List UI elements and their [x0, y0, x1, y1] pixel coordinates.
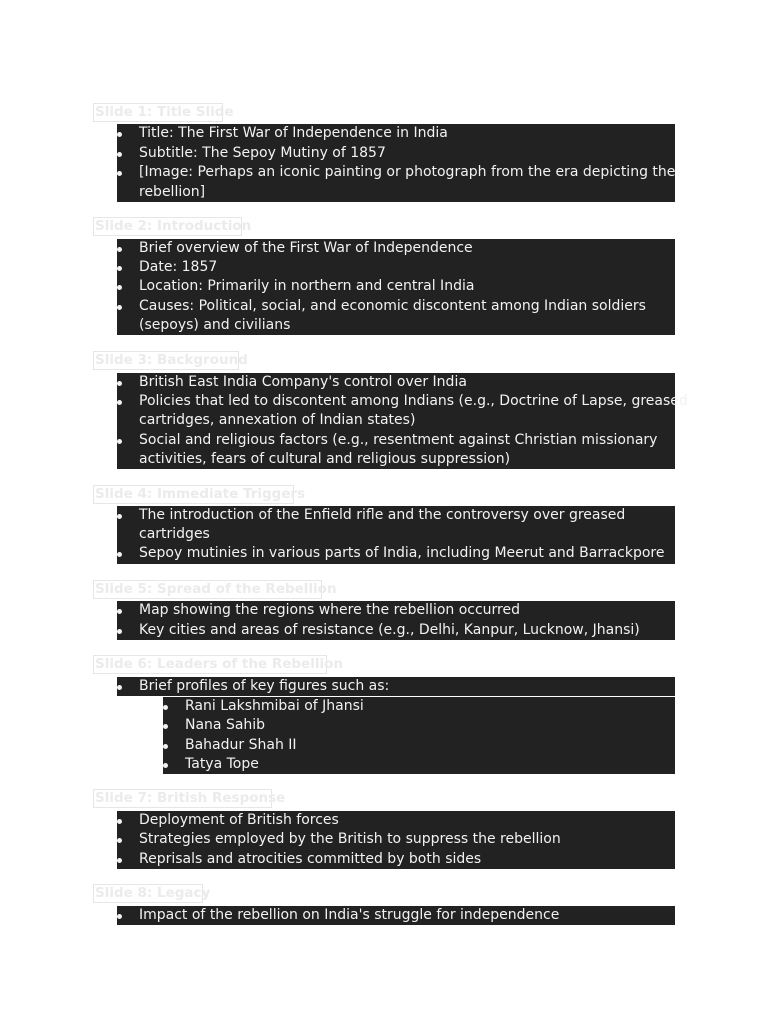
bullet-icon [117, 914, 122, 919]
list-item [163, 755, 675, 775]
bullet-icon [117, 685, 122, 690]
bullet-icon [117, 838, 122, 843]
list-item [117, 544, 675, 564]
list-item-text: Policies that led to discontent among Indians (e.g., Doctrine of Lapse, greased [139, 393, 688, 409]
bullet-list [117, 677, 675, 696]
bullet-icon [117, 305, 122, 310]
slide-heading: Slide 3: Background [95, 352, 248, 368]
list-item [117, 163, 675, 183]
bullet-list [117, 239, 675, 335]
list-item [117, 373, 675, 393]
bullet-icon [163, 744, 168, 749]
list-item-text: Brief profiles of key figures such as: [139, 678, 390, 694]
list-item-text: British East India Company's control over India [139, 374, 467, 390]
list-item [117, 431, 675, 451]
list-item-text: Map showing the regions where the rebellion occurred [139, 602, 521, 618]
list-item-text: Sepoy mutinies in various parts of India, including Meerut and Barrackpore [139, 545, 665, 561]
list-item-text: Key cities and areas of resistance (e.g., Delhi, Kanpur, Lucknow, Jhansi) [139, 622, 640, 638]
bullet-icon [117, 381, 122, 386]
bullet-icon [117, 609, 122, 614]
bullet-icon [163, 705, 168, 710]
list-item [117, 297, 675, 317]
bullet-icon [117, 247, 122, 252]
list-item-text: Reprisals and atrocities committed by both sides [139, 851, 482, 867]
list-item [117, 258, 675, 278]
bullet-list [117, 811, 675, 869]
list-item [117, 277, 675, 297]
bullet-icon [117, 858, 122, 863]
bullet-icon [117, 171, 122, 176]
list-item [117, 811, 675, 831]
bullet-icon [163, 724, 168, 729]
list-item-continuation [117, 183, 675, 203]
list-item-text: (sepoys) and civilians [139, 317, 291, 333]
list-item-text: activities, fears of cultural and religious suppression) [139, 451, 511, 467]
list-item-text: Impact of the rebellion on India's struggle for independence [139, 907, 560, 923]
list-item [117, 830, 675, 850]
list-item-text: Tatya Tope [185, 756, 259, 772]
slide-heading: Slide 1: Title Slide [95, 104, 234, 120]
slide-heading: Slide 8: Legacy [95, 885, 211, 901]
list-item [117, 124, 675, 144]
list-item [163, 736, 675, 756]
list-item-text: Deployment of British forces [139, 812, 339, 828]
bullet-list [117, 601, 675, 640]
list-item-text: Location: Primarily in northern and central India [139, 278, 475, 294]
list-item-text: Bahadur Shah II [185, 737, 297, 753]
list-item-text: cartridges, annexation of Indian states) [139, 412, 416, 428]
list-item-text: Causes: Political, social, and economic discontent among Indian soldiers [139, 298, 646, 314]
list-item [117, 677, 675, 697]
list-item-text: The introduction of the Enfield rifle and the controversy over greased [139, 507, 626, 523]
bullet-icon [117, 514, 122, 519]
list-item-continuation [117, 525, 675, 545]
bullet-icon [117, 552, 122, 557]
bullet-list [117, 506, 675, 564]
sub-bullet-list [163, 697, 675, 774]
list-item [117, 906, 675, 926]
list-item-text: Social and religious factors (e.g., resentment against Christian missionary [139, 432, 658, 448]
list-item-continuation [117, 316, 675, 336]
slide-heading: Slide 5: Spread of the Rebellion [95, 581, 337, 597]
list-item-text: [Image: Perhaps an iconic painting or photograph from the era depicting the [139, 164, 676, 180]
list-item [117, 850, 675, 870]
list-item-text: Rani Lakshmibai of Jhansi [185, 698, 364, 714]
list-item-text: Nana Sahib [185, 717, 266, 733]
bullet-icon [117, 152, 122, 157]
list-item [117, 392, 688, 412]
list-item [117, 621, 675, 641]
list-item-text: Title: The First War of Independence in India [139, 125, 448, 141]
slide-heading: Slide 4: Immediate Triggers [95, 486, 306, 502]
slide-heading: Slide 2: Introduction [95, 218, 252, 234]
bullet-list [117, 373, 688, 469]
list-item-text: Subtitle: The Sepoy Mutiny of 1857 [139, 145, 386, 161]
list-item-text: Brief overview of the First War of Independence [139, 240, 473, 256]
list-item [163, 697, 675, 717]
list-item-continuation [117, 450, 675, 470]
list-item-continuation [117, 411, 675, 431]
slide-heading: Slide 6: Leaders of the Rebellion [95, 656, 343, 672]
list-item-text: rebellion] [139, 184, 206, 200]
list-item-text: cartridges [139, 526, 210, 542]
list-item [117, 601, 675, 621]
bullet-icon [117, 285, 122, 290]
list-item [117, 144, 675, 164]
bullet-list [117, 124, 675, 202]
list-item-text: Date: 1857 [139, 259, 218, 275]
bullet-icon [117, 819, 122, 824]
bullet-icon [163, 763, 168, 768]
bullet-icon [117, 400, 122, 405]
bullet-list [117, 906, 675, 925]
list-item-text: Strategies employed by the British to suppress the rebellion [139, 831, 561, 847]
slide-heading: Slide 7: British Response [95, 790, 286, 806]
bullet-icon [117, 132, 122, 137]
list-item [117, 506, 675, 526]
list-item [117, 239, 675, 259]
list-item [163, 716, 675, 736]
bullet-icon [117, 629, 122, 634]
bullet-icon [117, 439, 122, 444]
bullet-icon [117, 266, 122, 271]
